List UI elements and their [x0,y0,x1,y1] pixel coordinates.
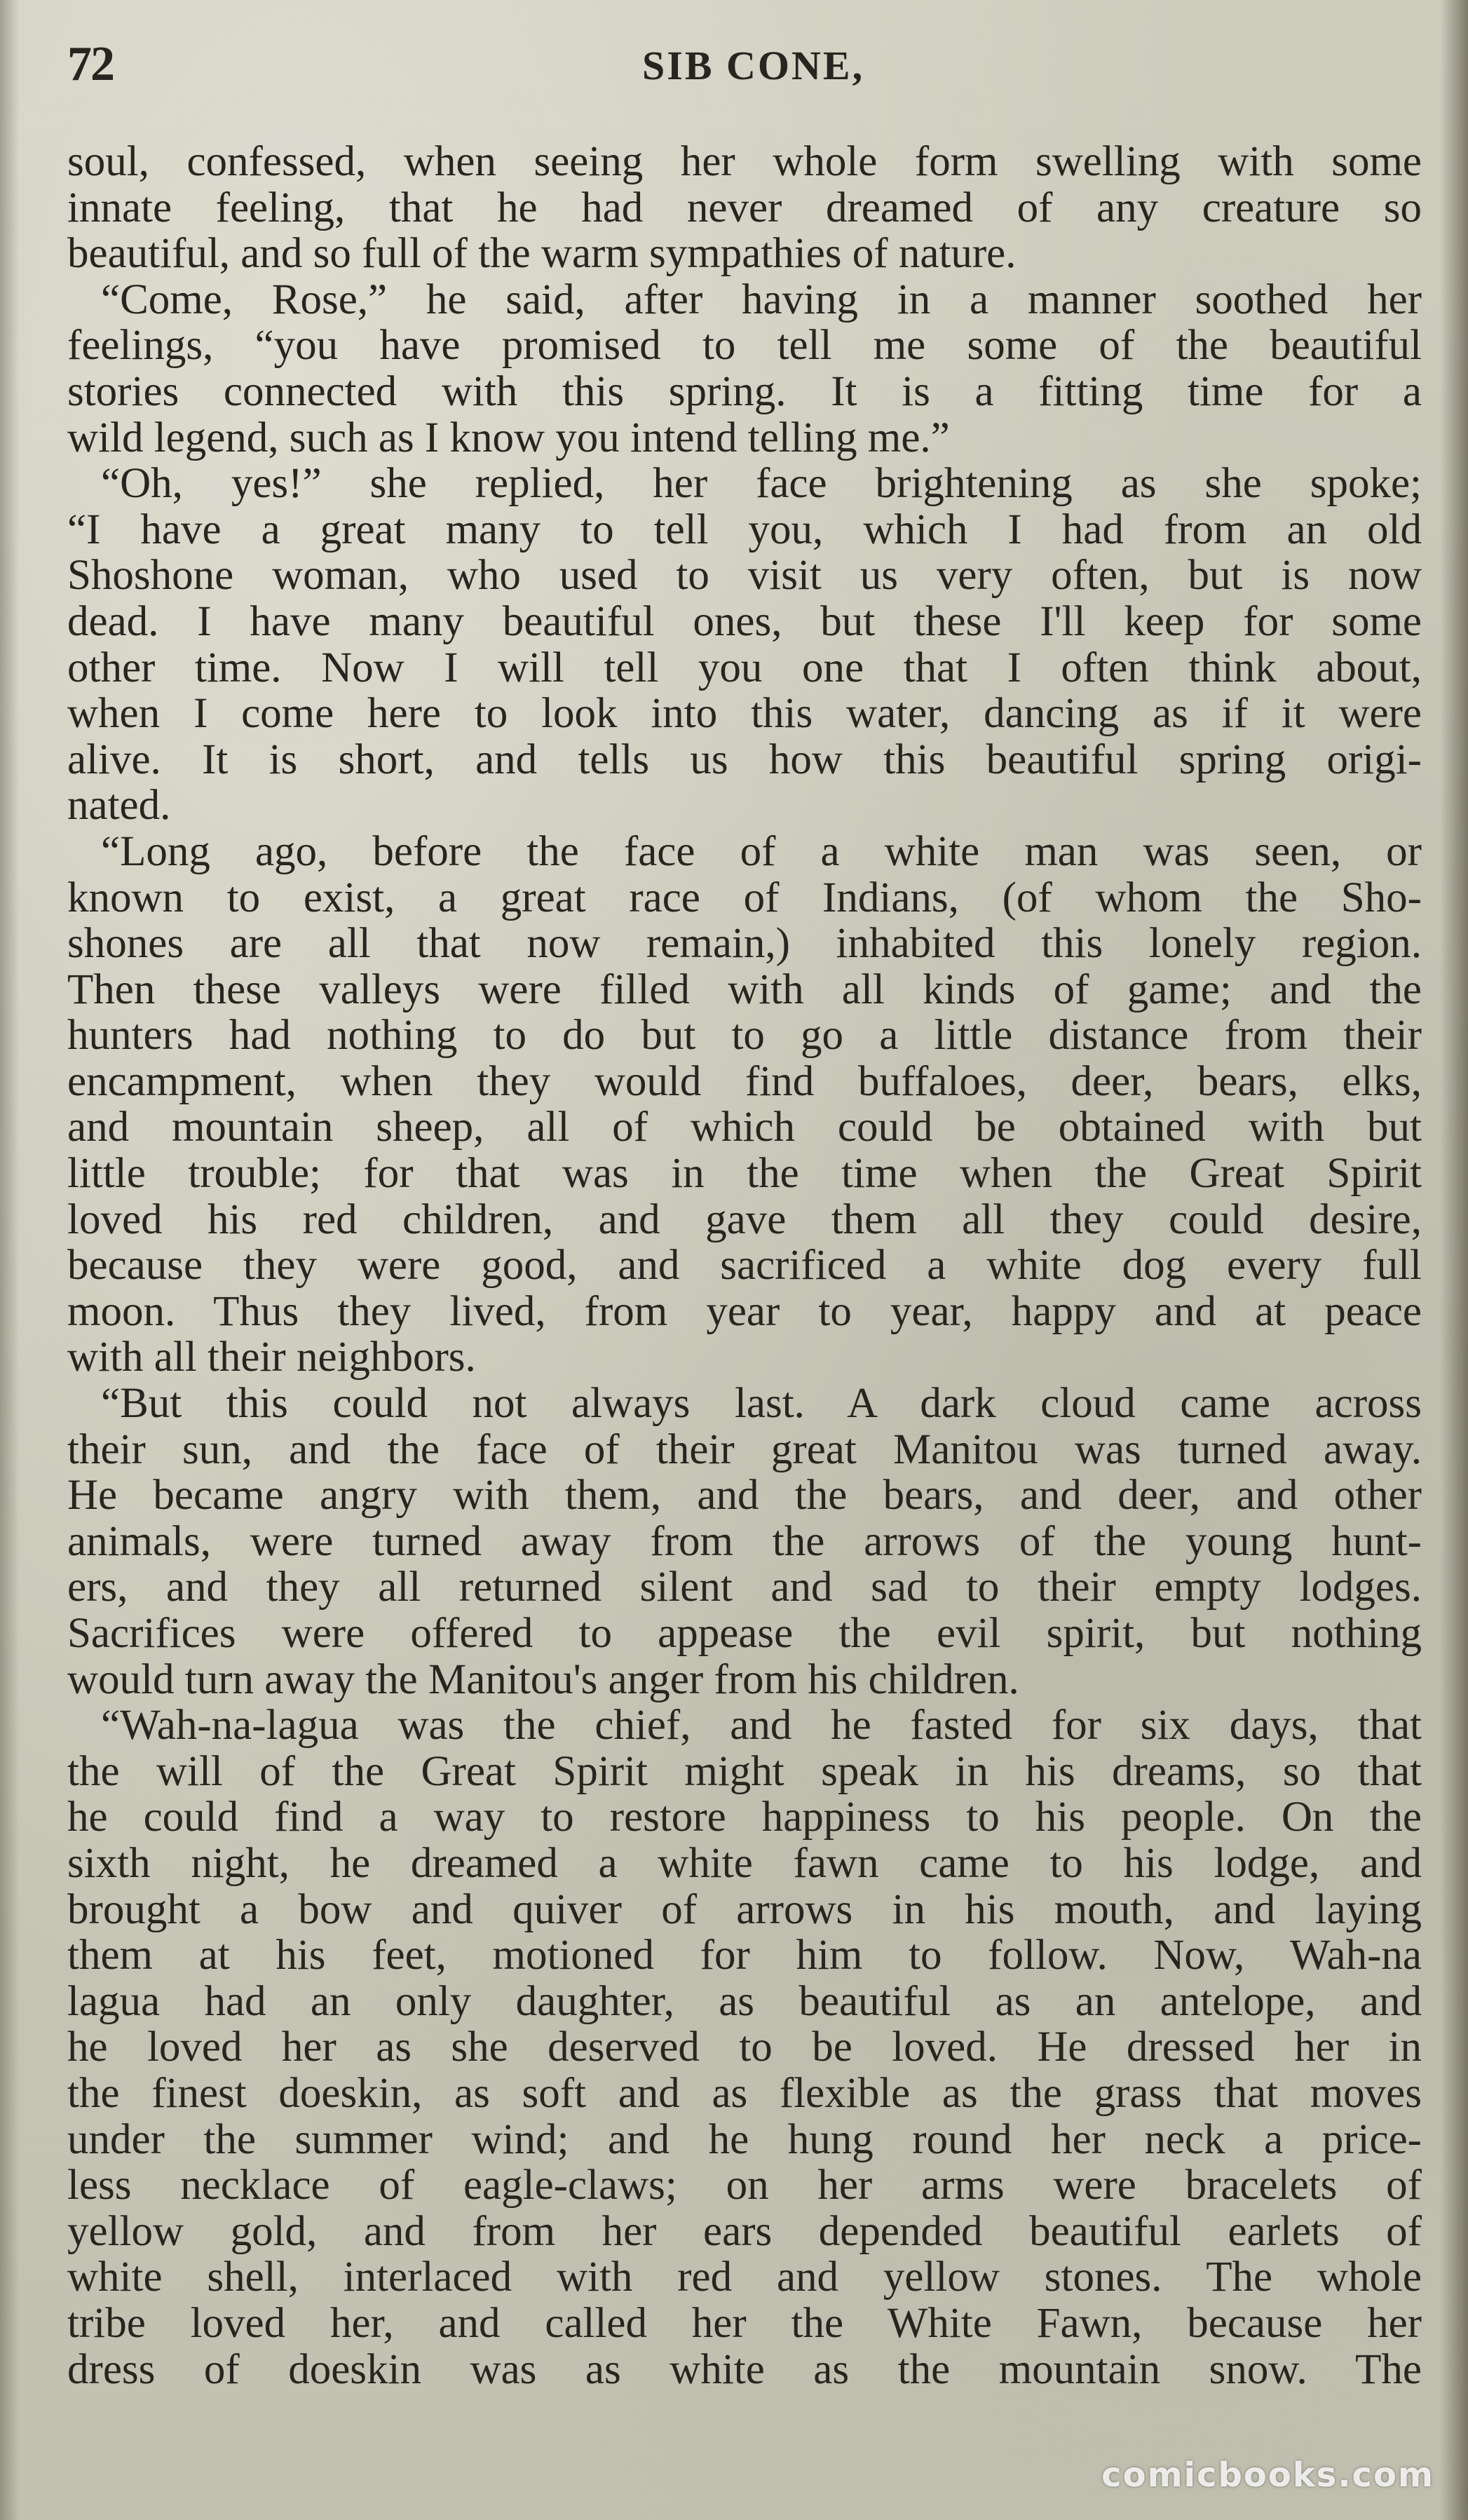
page-header [67,36,1420,93]
text-line: and mountain sheep, all of which could be obtained with but [67,1104,1422,1151]
text-line: white shell, interlaced with red and yellow stones. The whole [67,2254,1422,2301]
page-shadow-left [0,0,20,2520]
text-line: he loved her as she deserved to be loved. He dressed her in [67,2024,1422,2071]
text-line: their sun, and the face of their great Manitou was turned away. [67,1426,1422,1473]
text-line: “Long ago, before the face of a white man was seen, or [101,828,1422,875]
text-line: “Come, Rose,” he said, after having in a manner soothed her [101,276,1422,323]
running-title: SIB CONE, [642,43,865,88]
text-line: when I come here to look into this water, dancing as if it were [67,691,1422,737]
text-line: known to exist, a great race of Indians, (of whom the Sho- [67,874,1422,921]
text-line: the will of the Great Spirit might speak in his dreams, so that [67,1748,1422,1795]
text-line: Then these valleys were filled with all kinds of game; and the [67,966,1422,1013]
text-line: “Wah-na-lagua was the chief, and he fasted for six days, that [101,1702,1422,1749]
text-line: hunters had nothing to do but to go a little distance from their [67,1012,1422,1059]
text-line: less necklace of eagle-claws; on her arms were bracelets of [67,2162,1422,2209]
text-line: dress of doeskin was as white as the mountain snow. The [67,2346,1422,2393]
text-line: beautiful, and so full of the warm sympathies of nature. [67,231,1017,277]
text-line: other time. Now I will tell you one that I often think about, [67,644,1422,691]
text-line: under the summer wind; and he hung round her neck a price- [67,2116,1422,2163]
text-line: the finest doeskin, as soft and as flexible as the grass that moves [67,2070,1422,2117]
text-line: innate feeling, that he had never dreamed of any creature so [67,184,1422,231]
text-line: stories connected with this spring. It is a fitting time for a [67,368,1422,415]
text-line: yellow gold, and from her ears depended beautiful earlets of [67,2208,1422,2255]
text-line: “Oh, yes!” she replied, her face brightening as she spoke; [101,461,1422,507]
text-line: shones are all that now remain,) inhabited this lonely region. [67,921,1422,967]
text-line: sixth night, he dreamed a white fawn came to his lodge, and [67,1840,1422,1887]
text-line: loved his red children, and gave them all they could desire, [67,1196,1422,1243]
text-line: dead. I have many beautiful ones, but these I'll keep for some [67,598,1422,645]
text-line: with all their neighbors. [67,1334,476,1381]
text-line: little trouble; for that was in the time when the Great Spirit [67,1151,1422,1197]
text-line: alive. It is short, and tells us how this beautiful spring origi- [67,736,1422,783]
body-text [67,139,1422,2392]
page-shadow-right [1440,0,1468,2520]
text-line: moon. Thus they lived, from year to year, happy and at peace [67,1288,1422,1335]
text-line: nated. [67,783,171,829]
text-line: would turn away the Manitou's anger from his children. [67,1656,1019,1703]
text-line: soul, confessed, when seeing her whole form swelling with some [67,139,1422,185]
text-line: because they were good, and sacrificed a white dog every full [67,1242,1422,1289]
text-line: he could find a way to restore happiness to his people. On the [67,1794,1422,1841]
text-line: brought a bow and quiver of arrows in his mouth, and laying [67,1886,1422,1933]
text-line: ers, and they all returned silent and sad to their empty lodges. [67,1564,1422,1611]
text-line: He became angry with them, and the bears, and deer, and other [67,1472,1422,1519]
text-line: Sacrifices were offered to appease the evil spirit, but nothing [67,1611,1422,1657]
text-line: animals, were turned away from the arrows of the young hunt- [67,1518,1422,1565]
text-line: “But this could not always last. A dark cloud came across [101,1381,1422,1427]
text-line: lagua had an only daughter, as beautiful as an antelope, and [67,1978,1422,2025]
page-number: 72 [67,37,114,91]
text-line: encampment, when they would find buffaloes, deer, bears, elks, [67,1058,1422,1105]
text-line: Shoshone woman, who used to visit us very often, but is now [67,553,1422,599]
text-line: them at his feet, motioned for him to follow. Now, Wah-na [67,1932,1422,1979]
text-line: feelings, “you have promised to tell me some of the beautiful [67,323,1422,369]
text-line: tribe loved her, and called her the White Fawn, because her [67,2300,1422,2347]
text-line: “I have a great many to tell you, which I had from an old [67,506,1422,553]
watermark-logo: comicbooks.com [1101,2455,1434,2495]
text-line: wild legend, such as I know you intend telling me.” [67,414,950,461]
